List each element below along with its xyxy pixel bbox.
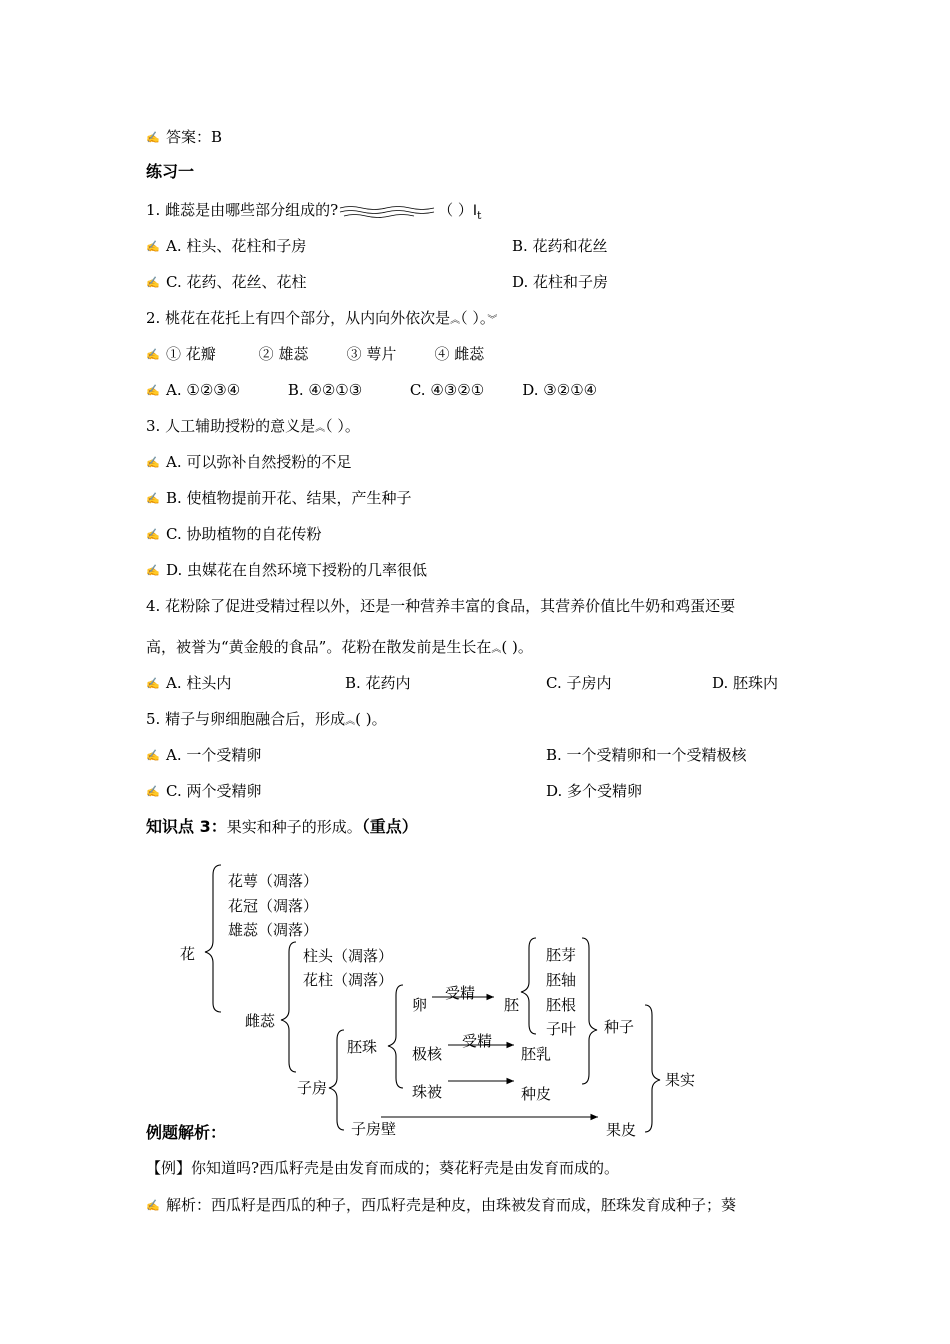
- q1-option-c: ✍ C. 花药、花丝、花柱: [146, 273, 307, 291]
- bullet-icon: ✍: [146, 528, 160, 541]
- label-ovule: 胚珠: [347, 1038, 378, 1056]
- brace-seed: [582, 938, 597, 1084]
- label-endosperm: 胚乳: [521, 1045, 552, 1063]
- q1-option-b: B. 花药和花丝: [512, 237, 608, 255]
- example-title: 例题解析：: [146, 1123, 227, 1142]
- q3-option-b: ✍ B. 使植物提前开花、结果，产生种子: [146, 489, 412, 507]
- section-title-exercise-1: 练习一: [146, 162, 195, 181]
- q3-option-d: ✍ D. 虫媒花在自然环境下授粉的几率很低: [146, 561, 428, 579]
- bullet-icon: ✍: [146, 456, 160, 469]
- q2-items: ✍ ① 花瓣 ② 雄蕊 ③ 萼片 ④ 雌蕊: [146, 345, 485, 363]
- q4-option-d: D. 胚珠内: [712, 674, 779, 692]
- label-radicle: 胚根: [546, 996, 577, 1014]
- analysis-line: ✍ 解析：西瓜籽是西瓜的种子，西瓜籽壳是种皮，由珠被发育而成，胚珠发育成种子；葵: [146, 1196, 737, 1214]
- knowledge-point-3: 知识点 3：果实和种子的形成。（重点）: [146, 817, 418, 836]
- brace-ovary: [329, 1030, 344, 1130]
- label-plumule: 胚芽: [546, 946, 577, 964]
- q5-option-c: ✍ C. 两个受精卵: [146, 782, 262, 800]
- bullet-icon: ✍: [146, 276, 160, 289]
- label-fertilization-1: 受精: [445, 984, 476, 1002]
- label-hypocotyl: 胚轴: [546, 971, 577, 989]
- label-corolla: 花冠（凋落）: [228, 897, 319, 915]
- brace-fruit: [645, 1005, 660, 1132]
- label-seed-coat: 种皮: [521, 1085, 552, 1103]
- question-4-line-2: 高，被誉为“黄金般的食品”。花粉在散发前是生长在︽( )。: [146, 638, 533, 656]
- caret-icon: ︽: [345, 716, 356, 727]
- label-stamen: 雄蕊（凋落）: [228, 921, 319, 939]
- caret-down-icon: ︾: [487, 315, 498, 326]
- label-flower: 花: [180, 945, 196, 963]
- label-polar-nuclei: 极核: [412, 1045, 443, 1063]
- label-embryo: 胚: [504, 996, 520, 1014]
- label-seed: 种子: [604, 1018, 635, 1036]
- q1-option-d: D. 花柱和子房: [512, 273, 609, 291]
- q3-option-c: ✍ C. 协助植物的自花传粉: [146, 525, 322, 543]
- bullet-icon: ✍: [146, 492, 160, 505]
- q4-option-a: ✍ A. 柱头内: [146, 674, 232, 692]
- label-stigma: 柱头（凋落）: [303, 947, 394, 965]
- caret-icon: ︽: [315, 423, 326, 434]
- label-fertilization-2: 受精: [462, 1032, 493, 1050]
- brace-embryo: [521, 938, 536, 1034]
- q3-option-a: ✍ A. 可以弥补自然授粉的不足: [146, 453, 352, 471]
- brace-ovule: [388, 985, 403, 1088]
- caret-icon: ︽: [491, 644, 502, 655]
- brace-pistil: [281, 942, 296, 1072]
- label-egg: 卵: [412, 996, 428, 1014]
- q5-option-a: ✍ A. 一个受精卵: [146, 746, 262, 764]
- q4-option-b: B. 花药内: [345, 674, 411, 692]
- q1-option-a: ✍ A. 柱头、花柱和子房: [146, 237, 307, 255]
- label-pericarp: 果皮: [606, 1121, 637, 1139]
- q2-options: ✍ A. ①②③④ B. ④②①③ C. ④③②① D. ③②①④: [146, 381, 598, 399]
- q5-option-d: D. 多个受精卵: [546, 782, 643, 800]
- label-sepal: 花萼（凋落）: [228, 872, 319, 890]
- q4-option-c: C. 子房内: [546, 674, 612, 692]
- label-pistil: 雌蕊: [245, 1012, 276, 1030]
- q5-option-b: B. 一个受精卵和一个受精极核: [546, 746, 747, 764]
- label-style: 花柱（凋落）: [303, 971, 394, 989]
- label-integument: 珠被: [412, 1083, 443, 1101]
- bullet-icon: ✍: [146, 348, 160, 361]
- question-5: 5. 精子与卵细胞融合后，形成︽( )。: [146, 710, 387, 728]
- bullet-icon: ✍: [146, 240, 160, 253]
- question-2: 2. 桃花在花托上有四个部分，从内向外依次是︽（ ）。︾: [146, 309, 498, 327]
- bullet-icon: ✍: [146, 1199, 160, 1212]
- question-3: 3. 人工辅助授粉的意义是︽（ ）。: [146, 417, 360, 435]
- label-ovary: 子房: [297, 1079, 328, 1097]
- label-fruit: 果实: [665, 1071, 696, 1089]
- label-cotyledon: 子叶: [546, 1020, 577, 1038]
- answer-line: ✍ 答案：B: [146, 128, 223, 146]
- brace-flower: [205, 865, 221, 1012]
- bullet-icon: ✍: [146, 749, 160, 762]
- example-question: 【例】你知道吗?西瓜籽壳是由发育而成的；葵花籽壳是由发育而成的。: [146, 1159, 620, 1177]
- caret-icon: ︽: [450, 315, 461, 326]
- bullet-icon: ✍: [146, 131, 160, 144]
- bullet-icon: ✍: [146, 785, 160, 798]
- label-ovary-wall: 子房壁: [351, 1120, 397, 1138]
- bullet-icon: ✍: [146, 564, 160, 577]
- question-1: 1. 雌蕊是由哪些部分组成的? （ ）$I_t$: [146, 201, 482, 222]
- bullet-icon: ✍: [146, 384, 160, 397]
- question-4-line-1: 4. 花粉除了促进受精过程以外，还是一种营养丰富的食品，其营养价值比牛奶和鸡蛋还要: [146, 597, 736, 615]
- bullet-icon: ✍: [146, 677, 160, 690]
